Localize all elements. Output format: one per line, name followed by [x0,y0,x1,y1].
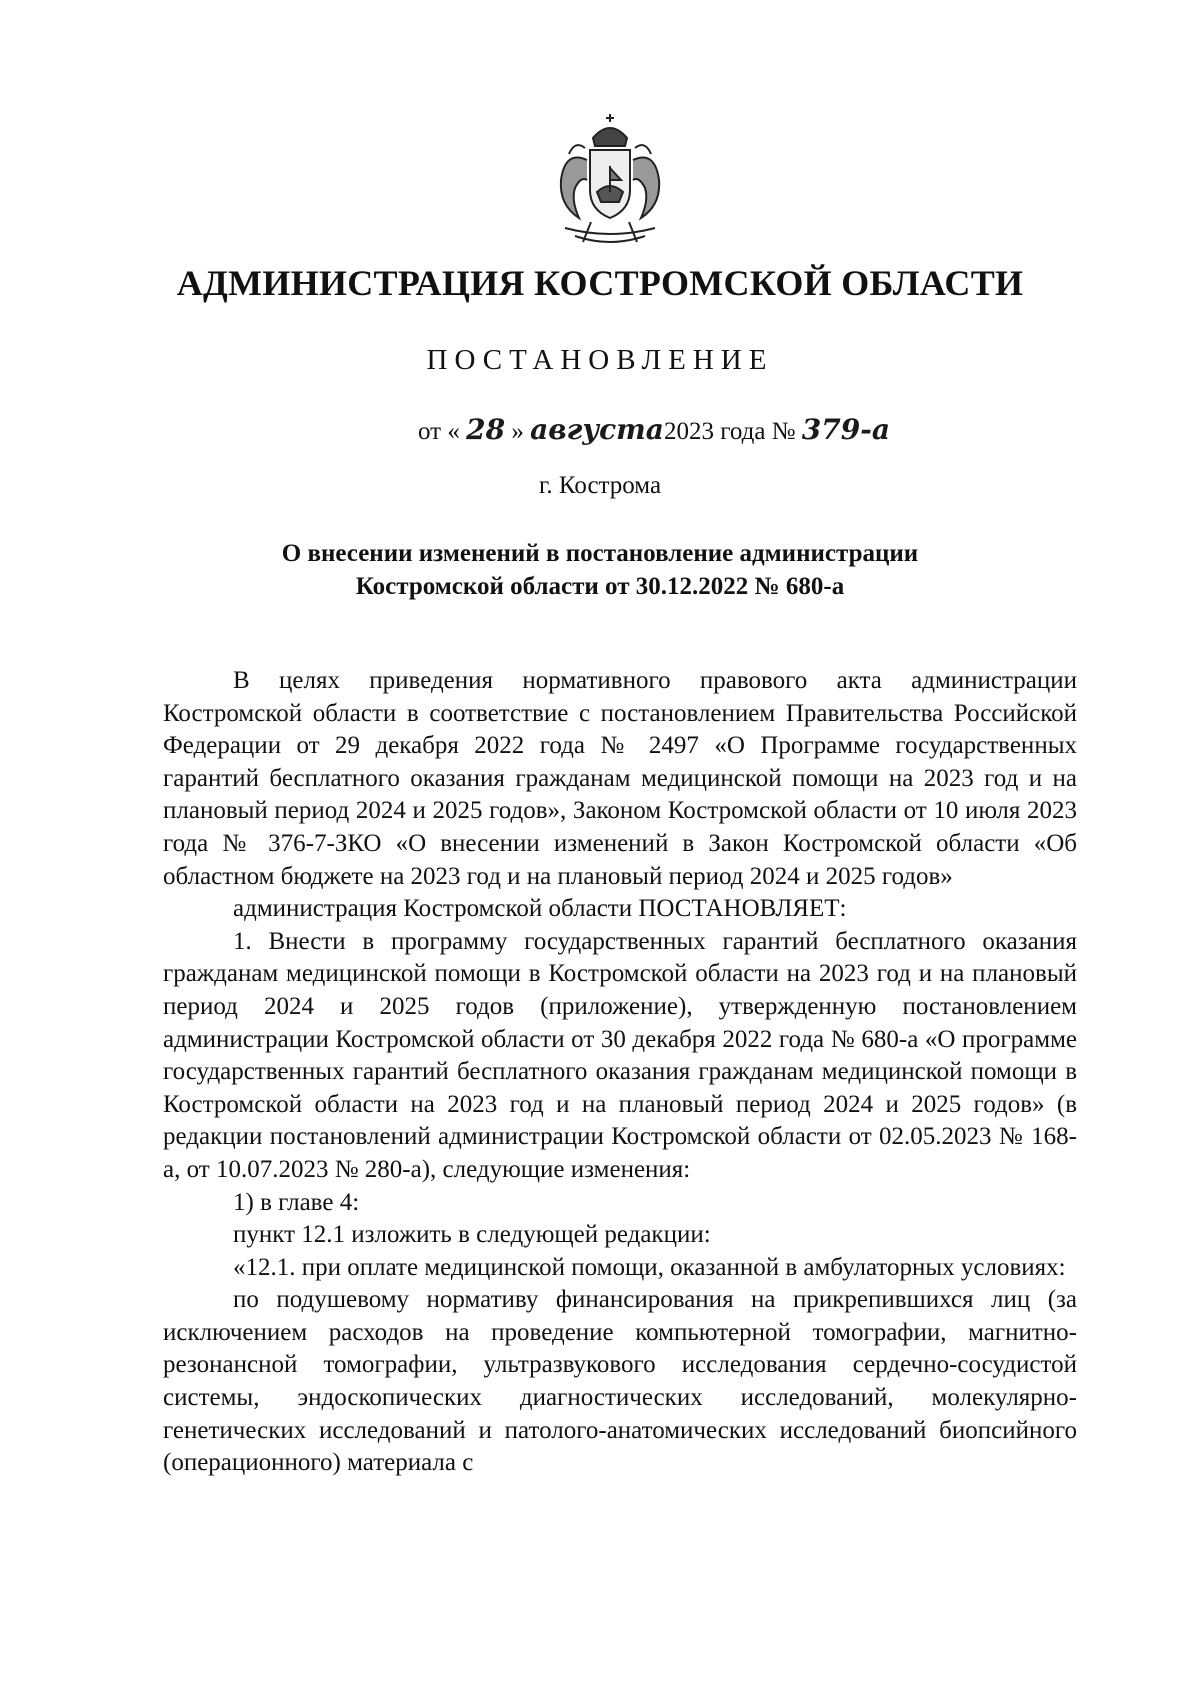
title-line-1: О внесении изменений в постановление администрации [281,540,919,567]
organization-name: АДМИНИСТРАЦИЯ КОСТРОМСКОЙ ОБЛАСТИ [176,263,1024,303]
document-title [0,537,1200,603]
handwritten-document-number: 379-а [801,413,890,446]
document-type: ПОСТАНОВЛЕНИЕ [426,344,774,376]
document-body [163,665,1077,1480]
date-separator: » [511,418,524,445]
paragraph-resolves: администрация Костромской области ПОСТАНОВЛЯЕТ: [233,895,847,923]
date-prefix: от « [418,418,460,445]
paragraph-per-capita-norm: по подушевому нормативу финансирования на прикрепившихся лиц (за исключением расходов на проведение компьютерной томографии, магнитно-резонансной томографии, ультразвукового исследования сердечно-сосудистой системы, эндоскопических диагностических исследований, молекулярно-генетических исследований и патолого-анатомических исследований биопсийного (операционного) материала с [163,1286,1077,1477]
title-line-2: Костромской области от 30.12.2022 № 680-а [355,573,845,600]
paragraph-point-12-1-intro: пункт 12.1 изложить в следующей редакции: [233,1221,711,1249]
handwritten-day: 28 [466,413,506,446]
paragraph-item-1: 1. Внести в программу государственных гарантий бесплатного оказания гражданам медицинской помощи в Костромской области на 2023 год и на плановый период 2024 и 2025 годов (приложение), утвержденную постановлением администрации Костромской области от 30 декабря 2022 года № 680-а «О программе государственных гарантий бесплатного оказания гражданам медицинской помощи в Костромской области на 2023 год и на плановый период 2024 и 2025 годов» (в редакции постановлений администрации Костромской области от 02.05.2023 № 168-а, от 10.07.2023 № 280-а), следующие изменения: [163,927,1077,1183]
handwritten-month: августа [530,413,664,446]
coat-of-arms-emblem [535,110,685,260]
date-and-number-line [418,413,890,446]
year-and-number-label: 2023 года № [663,418,796,445]
paragraph-point-12-1: «12.1. при оплате медицинской помощи, оказанной в амбулаторных условиях: [233,1253,1066,1281]
city-name: г. Кострома [538,472,662,499]
paragraph-preamble: В целях приведения нормативного правового акта администрации Костромской области в соответствие с постановлением Правительства Российской Федерации от 29 декабря 2022 года № 2497 «О Программе государственных гарантий бесплатного оказания гражданам медицинской помощи на 2023 год и на плановый период 2024 и 2025 годов», Законом Костромской области от 10 июля 2023 года № 376-7-ЗКО «О внесении изменений в Закон Костромской области «Об областном бюджете на 2023 год и на плановый период 2024 и 2025 годов» [163,667,1077,890]
paragraph-subitem-1: 1) в главе 4: [233,1188,360,1216]
